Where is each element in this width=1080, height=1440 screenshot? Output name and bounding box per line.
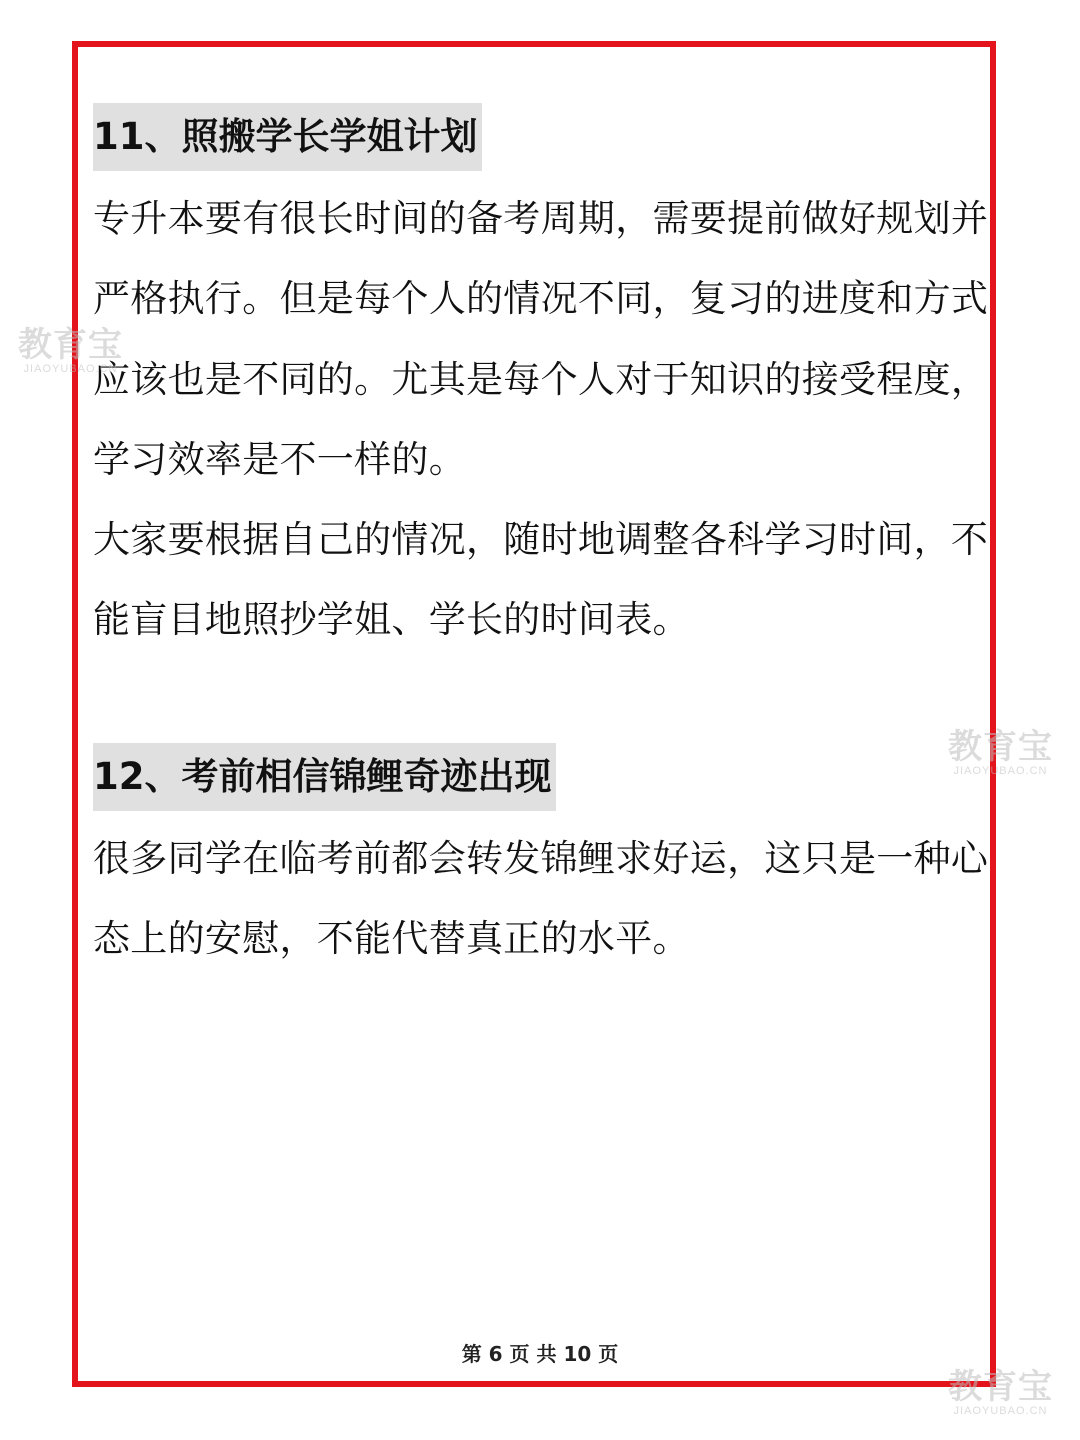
section-12-heading: 12、考前相信锦鲤奇迹出现 <box>93 743 556 811</box>
section-11-line-4: 学习效率是不一样的。 <box>93 438 466 481</box>
section-11-line-1: 专升本要有很长时间的备考周期，需要提前做好规划并 <box>93 197 989 240</box>
watermark-logo-text: 教育宝 <box>18 326 123 364</box>
watermark-left <box>18 328 123 375</box>
watermark-url: JIAOYUBAO.CN <box>953 765 1048 777</box>
watermark-url: JIAOYUBAO.CN <box>953 1405 1048 1417</box>
watermark-logo-text: 教育宝 <box>948 728 1053 766</box>
section-12-line-2: 态上的安慰，不能代替真正的水平。 <box>93 917 690 960</box>
section-11-line-5: 大家要根据自己的情况，随时地调整各科学习时间，不 <box>93 518 989 561</box>
page-border-frame <box>72 41 996 1387</box>
section-11-line-6: 能盲目地照抄学姐、学长的时间表。 <box>93 598 690 641</box>
watermark-logo-text: 教育宝 <box>948 1368 1053 1406</box>
watermark-url: JIAOYUBAO.CN <box>23 363 118 375</box>
watermark-right-middle <box>948 730 1053 777</box>
section-11-heading: 11、照搬学长学姐计划 <box>93 103 482 171</box>
section-11-line-2: 严格执行。但是每个人的情况不同，复习的进度和方式 <box>93 277 989 320</box>
section-11-line-3: 应该也是不同的。尤其是每个人对于知识的接受程度， <box>93 358 989 401</box>
watermark-right-bottom <box>948 1370 1053 1417</box>
section-12-line-1: 很多同学在临考前都会转发锦鲤求好运，这只是一种心 <box>93 837 989 880</box>
page-number: 第 6 页 共 10 页 <box>461 1342 619 1366</box>
